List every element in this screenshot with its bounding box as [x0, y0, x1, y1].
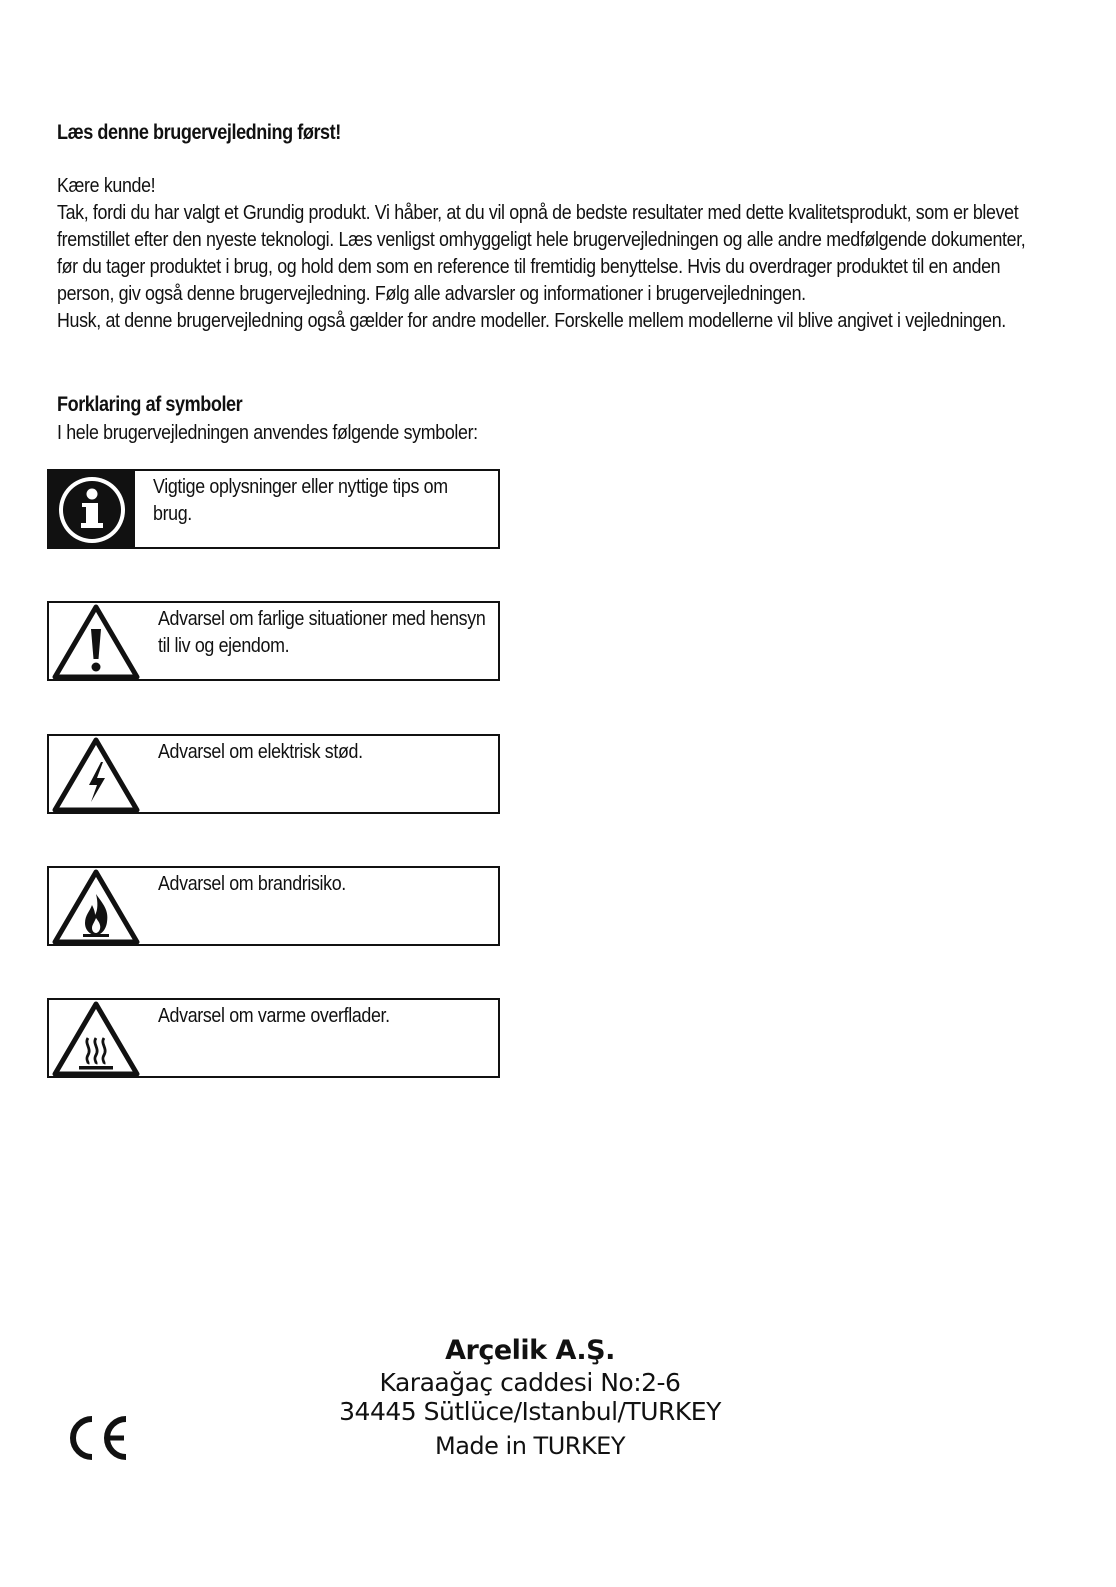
- intro-text: [57, 172, 1031, 334]
- symbol-text-info: Vigtige oplysninger eller nyttige tips om brug.: [153, 475, 448, 525]
- section-lead: I hele brugervejledningen anvendes følgende symboler:: [57, 421, 478, 444]
- manufacturer-address: [330, 1334, 730, 1463]
- intro-greeting: Kære kunde!: [57, 174, 156, 197]
- fire-hazard-icon: [49, 868, 143, 944]
- symbol-box-electric: [47, 734, 500, 814]
- symbol-box-fire: [47, 866, 500, 946]
- info-icon: [49, 471, 135, 547]
- intro-paragraph-1: Tak, fordi du har valgt et Grundig produkt. Vi håber, at du vil opnå de bedste resultater med dette kvalitetsprodukt, som er blevet fremstillet efter den nyeste teknologi. Læs venligst omhyggeligt hele brugervejledningen og alle andre medfølgende dokumenter, før du tager produktet i brug, og hold dem som en reference til fremtidig benyttelse. Hvis du overdrager produktet til en anden person, giv også denne brugervejledning. Følg alle advarsler og informationer i brugervejledningen.: [57, 201, 1026, 305]
- made-in-text: Made in TURKEY: [434, 1432, 625, 1460]
- address-line-2: 34445 Sütlüce/Istanbul/TURKEY: [339, 1397, 721, 1426]
- symbol-box-hot-surface: [47, 998, 500, 1078]
- symbol-box-info: [47, 469, 500, 549]
- section-heading: Forklaring af symboler: [57, 393, 243, 416]
- symbol-text-fire: Advarsel om brandrisiko.: [158, 872, 346, 895]
- address-line-1: Karaağaç caddesi No:2-6: [379, 1368, 681, 1397]
- hot-surface-icon: [49, 1000, 143, 1076]
- ce-mark-icon: [64, 1414, 130, 1462]
- symbol-text-warning: Advarsel om farlige situationer med hensyn til liv og ejendom.: [158, 607, 486, 657]
- symbol-text-hot-surface: Advarsel om varme overflader.: [158, 1004, 390, 1027]
- company-name: Arçelik A.Ş.: [445, 1335, 615, 1366]
- page-title: Læs denne brugervejledning først!: [57, 121, 341, 144]
- warning-exclamation-icon: [49, 603, 143, 679]
- electric-shock-icon: [49, 736, 143, 812]
- symbol-text-electric: Advarsel om elektrisk stød.: [158, 740, 363, 763]
- intro-paragraph-2: Husk, at denne brugervejledning også gælder for andre modeller. Forskelle mellem modellerne vil blive angivet i vejledningen.: [57, 309, 1006, 332]
- symbol-box-warning: [47, 601, 500, 681]
